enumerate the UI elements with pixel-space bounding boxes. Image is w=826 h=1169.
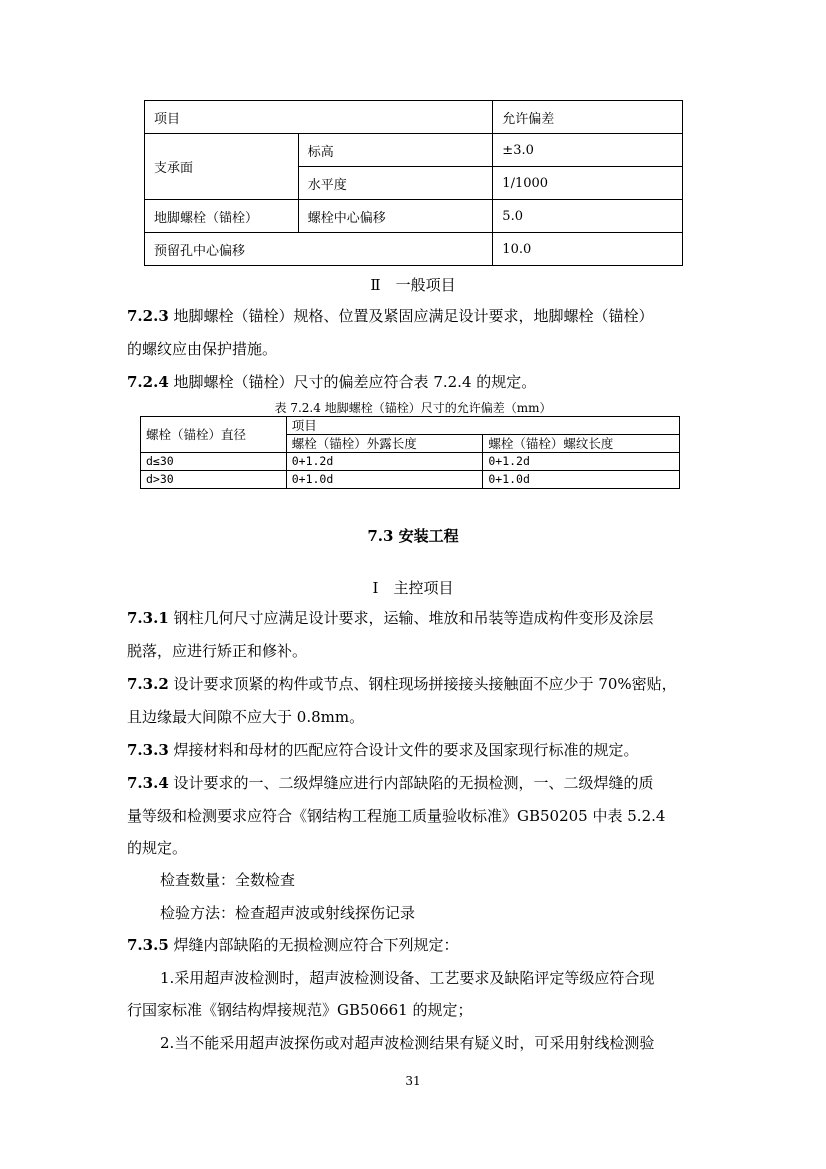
list-item-1-line1: 1.采用超声波检测时，超声波检测设备、工艺要求及缺陷评定等级应符合现 [160, 969, 655, 987]
list-item-2-line1: 2.当不能采用超声波探伤或对超声波检测结果有疑义时，可采用射线检测验 [160, 1034, 655, 1052]
table-cell-anchor-bolt: 地脚螺栓（锚栓） [145, 200, 299, 233]
clause-number: 7.3.5 [127, 936, 169, 954]
table-header-item: 项目 [286, 417, 679, 435]
clause-text: 设计要求的一、二级焊缝应进行内部缺陷的无损检测，一、二级焊缝的质 [173, 774, 654, 792]
table-row [141, 471, 680, 489]
section-main-items: Ⅰ 主控项目 [372, 579, 454, 597]
table-cell-hole-center-tol: 10.0 [493, 233, 683, 266]
table-cell-elevation: 标高 [298, 134, 493, 167]
clause-7-3-4-line2: 量等级和检测要求应符合《钢结构工程施工质量验收标准》GB50205 中表 5.2.4 [127, 807, 666, 825]
clause-7-2-3-line2: 的螺纹应由保护措施。 [127, 340, 278, 358]
list-item-1-line2: 行国家标准《钢结构焊接规范》GB50661 的规定； [127, 1001, 473, 1019]
clause-7-3-3 [127, 742, 700, 758]
section-general-items: Ⅱ 一般项目 [370, 276, 456, 294]
table-row [141, 453, 680, 471]
table-cell-diameter: d≤30 [141, 453, 287, 471]
clause-number: 7.2.3 [127, 307, 169, 325]
table-cell-diameter: d>30 [141, 471, 287, 489]
clause-7-2-4 [127, 374, 700, 390]
clause-text: 钢柱几何尺寸应满足设计要求，运输、堆放和吊装等造成构件变形及涂层 [173, 609, 654, 627]
clause-7-3-2-line2: 且边缘最大间隙不应大于 0.8mm。 [127, 708, 365, 726]
tolerance-table [144, 100, 683, 266]
table-header-exposed: 螺栓（锚栓）外露长度 [286, 435, 483, 453]
table-header-diameter: 螺栓（锚栓）直径 [141, 417, 287, 453]
table-cell-support-surface: 支承面 [145, 134, 299, 200]
clause-number: 7.3.2 [127, 675, 169, 693]
table-cell-bolt-center-offset: 螺栓中心偏移 [298, 200, 493, 233]
table-cell-thread: 0+1.2d [483, 453, 680, 471]
clause-number: 7.2.4 [127, 373, 169, 391]
clause-text: 焊接材料和母材的匹配应符合设计文件的要求及国家现行标准的规定。 [173, 741, 639, 759]
bolt-size-table [140, 416, 680, 489]
table-header-tolerance: 允许偏差 [493, 101, 683, 134]
table-cell-exposed: 0+1.0d [286, 471, 483, 489]
table-cell-elevation-tol: ±3.0 [493, 134, 683, 167]
table-cell-levelness-tol: 1/1000 [493, 167, 683, 200]
table-header-item: 项目 [145, 101, 493, 134]
clause-number: 7.3.1 [127, 609, 169, 627]
clause-7-2-3-line1 [127, 308, 700, 324]
clause-7-3-1-line1 [127, 610, 700, 626]
clause-text: 地脚螺栓（锚栓）尺寸的偏差应符合表 7.2.4 的规定。 [173, 373, 537, 391]
clause-7-3-5 [127, 937, 700, 953]
table-caption: 表 7.2.4 地脚螺栓（锚栓）尺寸的允许偏差（mm） [274, 401, 552, 415]
clause-number: 7.3.3 [127, 741, 169, 759]
table-cell-bolt-center-tol: 5.0 [493, 200, 683, 233]
table-header-thread: 螺栓（锚栓）螺纹长度 [483, 435, 680, 453]
clause-7-3-2-line1 [127, 676, 700, 692]
clause-text: 焊缝内部缺陷的无损检测应符合下列规定： [173, 936, 459, 954]
page-number: 31 [405, 1074, 421, 1088]
clause-text: 地脚螺栓（锚栓）规格、位置及紧固应满足设计要求，地脚螺栓（锚栓） [173, 307, 654, 325]
table-cell-exposed: 0+1.2d [286, 453, 483, 471]
clause-7-3-4-line3: 的规定。 [127, 839, 188, 857]
clause-number: 7.3.4 [127, 774, 169, 792]
clause-text: 设计要求顶紧的构件或节点、钢柱现场拼接接头接触面不应少于 70%密贴， [173, 675, 677, 693]
table-cell-hole-center-offset: 预留孔中心偏移 [145, 233, 493, 266]
table-cell-thread: 0+1.0d [483, 471, 680, 489]
clause-7-3-1-line2: 脱落，应进行矫正和修补。 [127, 642, 308, 660]
check-quantity: 检查数量：全数检查 [160, 871, 296, 889]
check-method: 检验方法：检查超声波或射线探伤记录 [160, 904, 416, 922]
clause-7-3-4-line1 [127, 775, 700, 791]
table-cell-levelness: 水平度 [298, 167, 493, 200]
section-heading-7-3: 7.3 安装工程 [367, 527, 459, 545]
